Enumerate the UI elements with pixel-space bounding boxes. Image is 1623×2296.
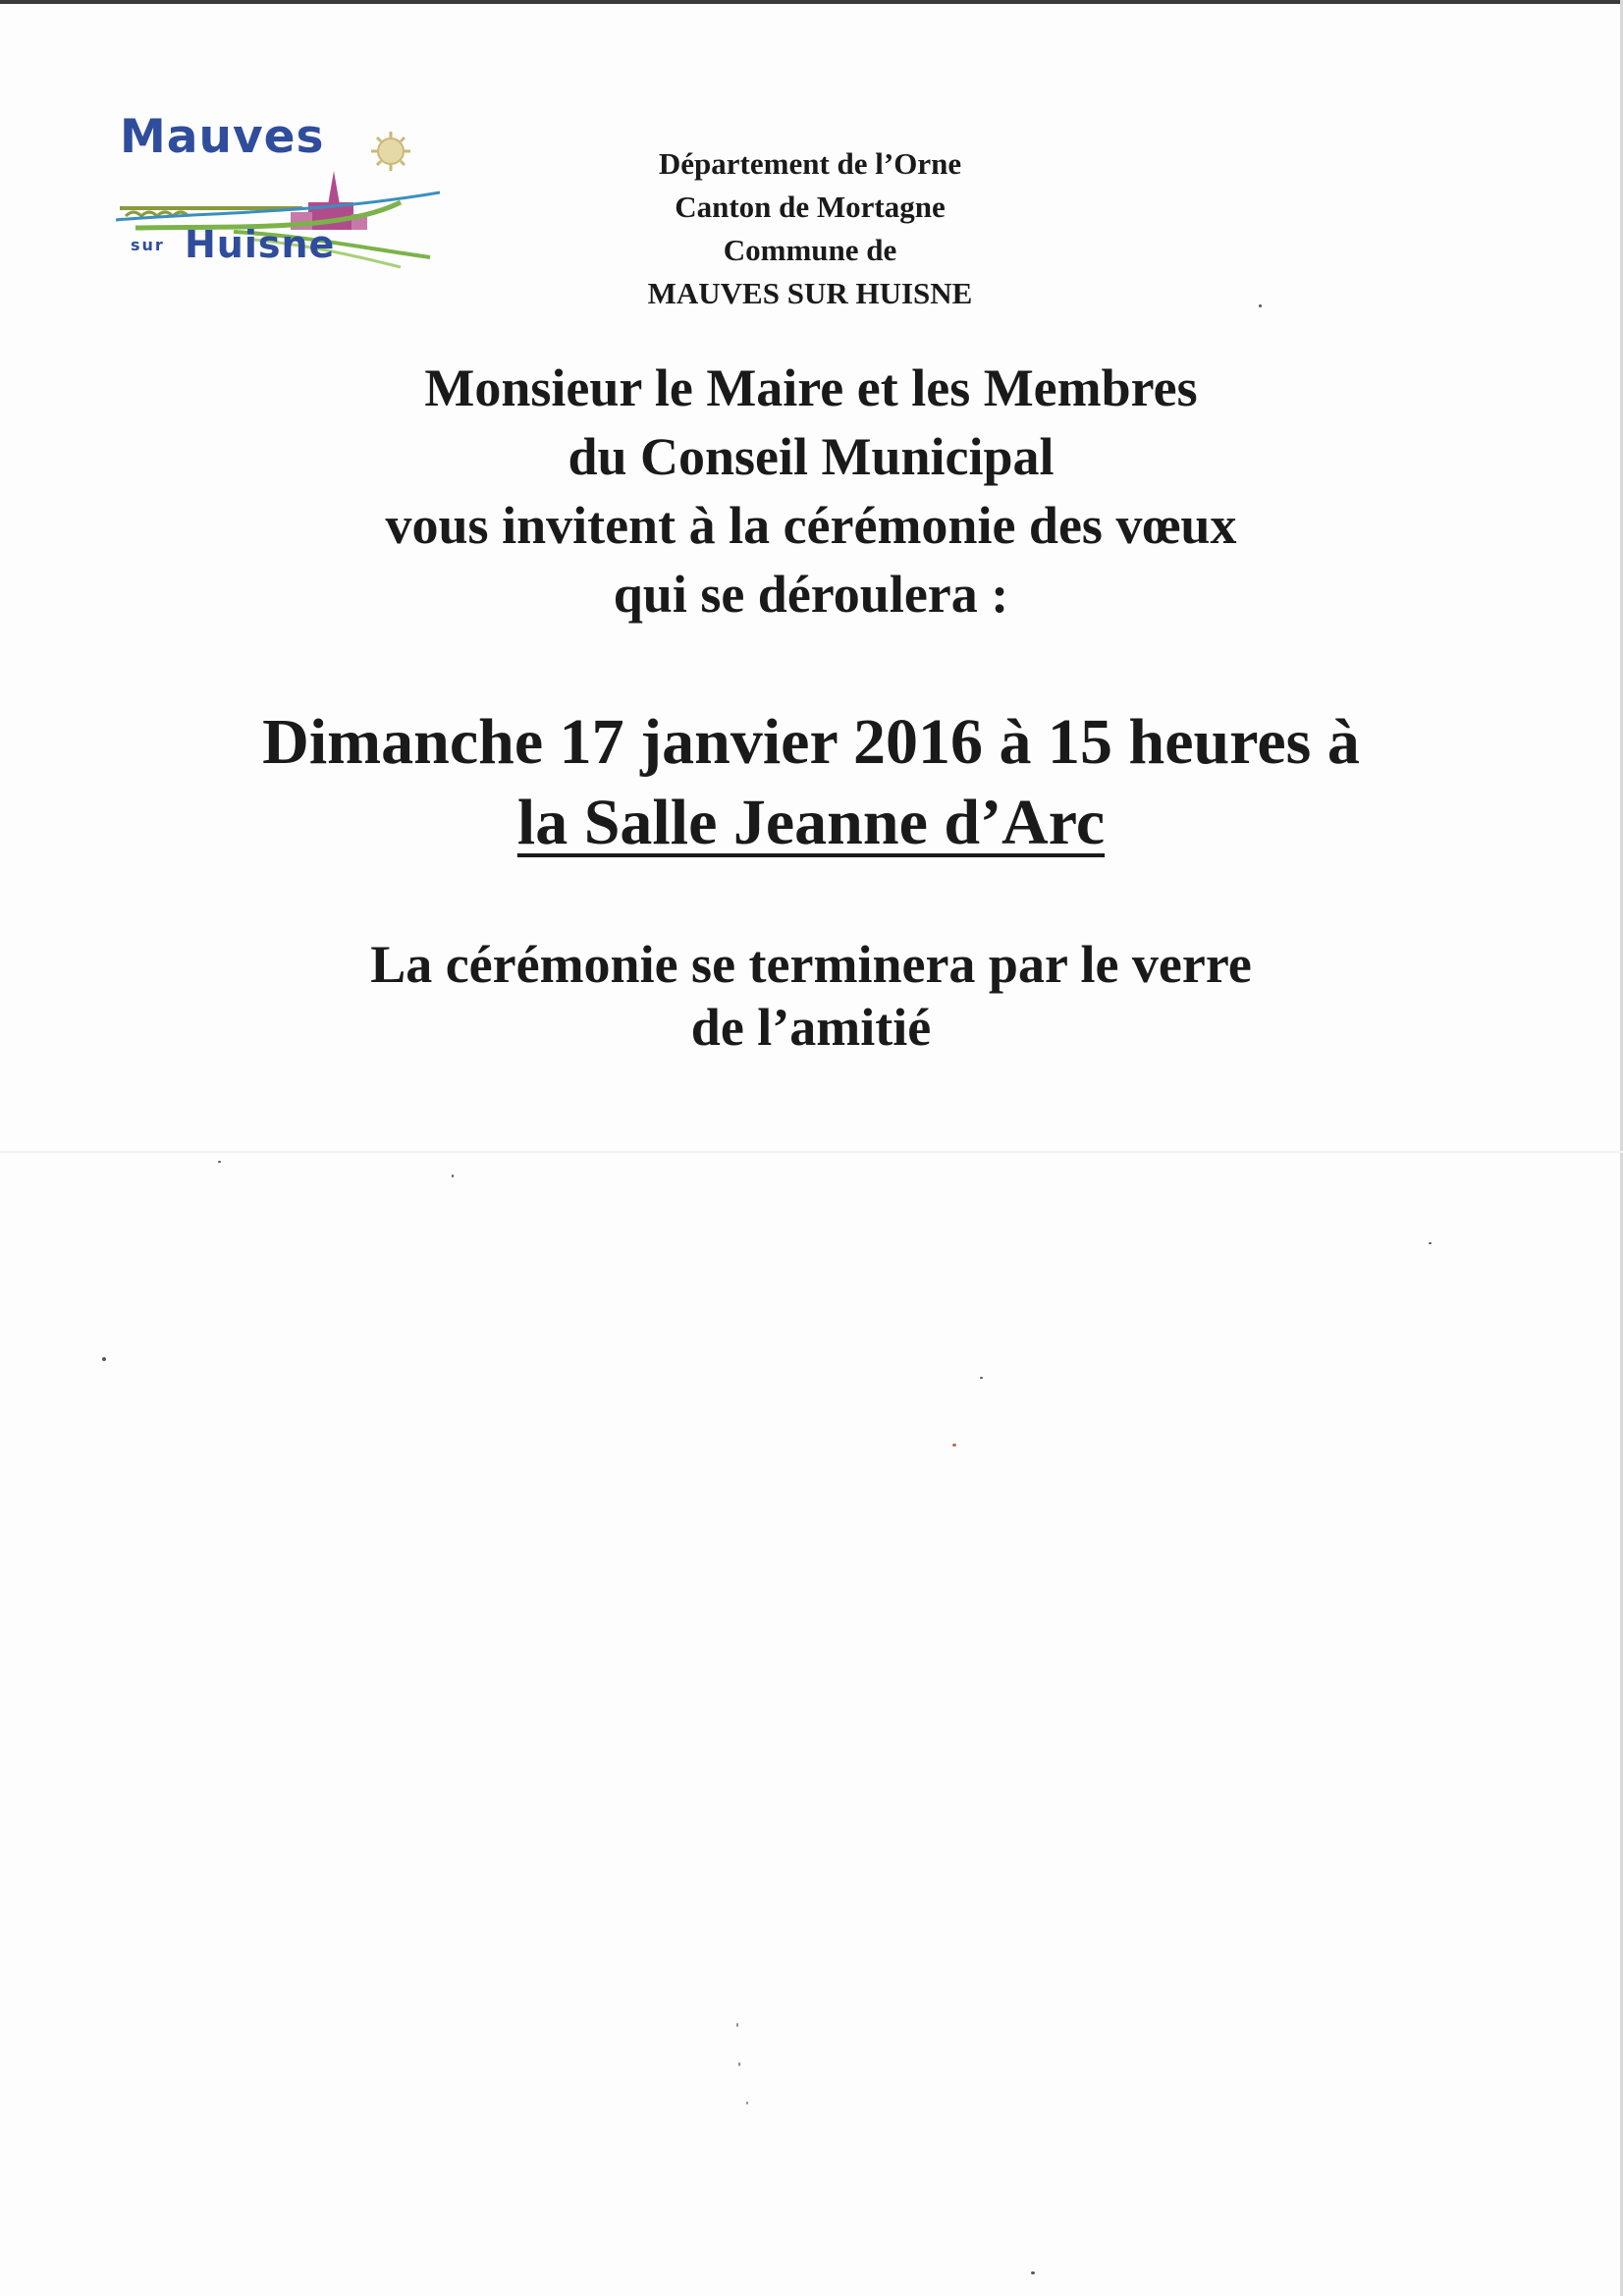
- sun-icon: [371, 132, 410, 171]
- scan-speck: [452, 1175, 454, 1177]
- scan-speck: [738, 2062, 740, 2066]
- header-commune-label: Commune de: [723, 233, 897, 267]
- commune-logo: [116, 110, 440, 277]
- invitation-line: vous invitent à la cérémonie des vœux: [385, 496, 1237, 555]
- logo-text-huisne: Huisne: [185, 223, 336, 266]
- closing-line: La cérémonie se terminera par le verre: [370, 935, 1252, 994]
- logo-text-sur: sur: [131, 236, 165, 254]
- closing-line: de l’amitié: [690, 998, 932, 1057]
- scan-speck: [1031, 2271, 1035, 2274]
- header-canton: Canton de Mortagne: [675, 190, 946, 224]
- scan-speck: [736, 2023, 738, 2027]
- administrative-header: [550, 142, 1070, 315]
- scan-speck: [218, 1161, 221, 1163]
- scan-speck: [952, 1444, 956, 1447]
- paper-fold-line: [0, 1151, 1623, 1153]
- invitation-line: Monsieur le Maire et les Membres: [424, 358, 1198, 417]
- scan-speck: [980, 1377, 983, 1379]
- invitation-line: du Conseil Municipal: [568, 427, 1055, 486]
- scan-edge-top: [0, 0, 1623, 4]
- invitation-line: qui se déroulera :: [613, 565, 1009, 624]
- event-details: [124, 702, 1498, 863]
- event-venue: la Salle Jeanne d’Arc: [516, 787, 1106, 858]
- scan-speck: [1429, 1242, 1432, 1244]
- header-department: Département de l’Orne: [658, 146, 962, 181]
- event-datetime: Dimanche 17 janvier 2016 à 15 heures à: [262, 706, 1360, 778]
- invitation-text: [222, 354, 1400, 629]
- scan-speck: [746, 2102, 748, 2105]
- scan-speck: [1259, 304, 1262, 307]
- header-commune-name: MAUVES SUR HUISNE: [647, 276, 973, 310]
- scan-speck: [102, 1357, 106, 1361]
- closing-text: [222, 933, 1400, 1059]
- logo-text-mauves: Mauves: [120, 110, 325, 164]
